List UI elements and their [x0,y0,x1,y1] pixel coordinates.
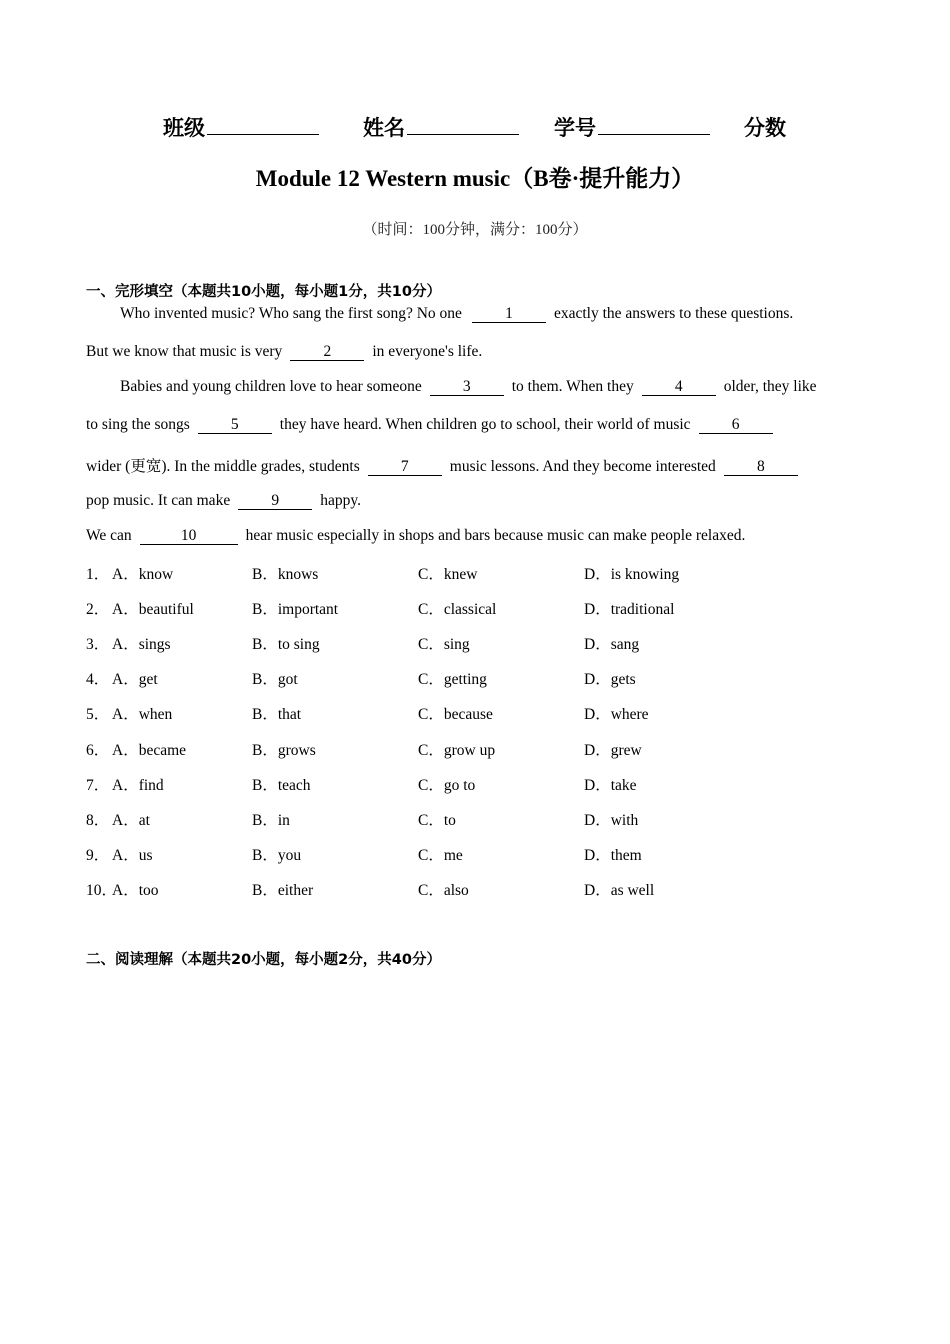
passage-text: pop music. It can make [86,492,231,509]
question-number: 1． [86,566,110,583]
option-d[interactable]: D．with [584,812,639,829]
option-c[interactable]: C．sing [418,636,470,653]
question-number: 9． [86,847,110,864]
blank-5[interactable]: 5 [198,416,272,434]
option-c[interactable]: C．knew [418,566,478,583]
question-option-row [86,597,866,619]
option-b[interactable]: B．that [252,706,302,723]
option-c[interactable]: C．classical [418,601,497,618]
section1-heading [86,280,441,301]
class-field [163,112,319,142]
option-c[interactable]: C．to [418,812,456,829]
blank-7[interactable]: 7 [368,458,442,476]
passage-text: hear music especially in shops and bars because music can make people relaxed. [245,527,746,544]
question-option-row [86,702,866,724]
section2-heading-text: 二、阅读理解（本题共20小题，每小题2分，共40分） [86,952,441,968]
option-d[interactable]: D．them [584,847,642,864]
option-b[interactable]: B．in [252,812,290,829]
option-b[interactable]: B．knows [252,566,319,583]
blank-4[interactable]: 4 [642,378,716,396]
passage-text: Babies and young children love to hear someone [120,378,422,395]
blank-9[interactable]: 9 [238,492,312,510]
passage-text: wider (更宽). In the middle grades, students [86,458,360,475]
question-option-row [86,632,866,654]
option-a[interactable]: A．sings [112,636,171,653]
blank-2[interactable]: 2 [290,343,364,361]
passage-text: We can [86,527,132,544]
passage-line-1 [120,305,793,323]
passage-text: Who invented music? Who sang the first song? No one [120,305,462,322]
option-b[interactable]: B．either [252,882,314,899]
option-d[interactable]: D．is knowing [584,566,680,583]
question-option-row [86,738,866,760]
option-a[interactable]: A．us [112,847,153,864]
blank-3[interactable]: 3 [430,378,504,396]
passage-text: in everyone's life. [372,343,483,360]
passage-line-4 [86,416,781,434]
option-a[interactable]: A．get [112,671,158,688]
option-d[interactable]: D．sang [584,636,640,653]
name-field [363,112,519,142]
question-number: 6． [86,742,110,759]
question-option-row [86,773,866,795]
option-a[interactable]: A．find [112,777,164,794]
option-d[interactable]: D．grew [584,742,642,759]
student-id-field [554,112,710,142]
question-number: 3． [86,636,110,653]
option-c[interactable]: C．grow up [418,742,496,759]
option-a[interactable]: A．became [112,742,187,759]
blank-6[interactable]: 6 [699,416,773,434]
option-c[interactable]: C．me [418,847,463,864]
class-blank[interactable] [207,113,319,135]
passage-line-7 [86,527,745,545]
option-a[interactable]: A．beautiful [112,601,194,618]
option-b[interactable]: B．important [252,601,339,618]
student-id-label: 学号 [554,116,596,140]
option-a[interactable]: A．know [112,566,174,583]
passage-line-6 [86,492,361,510]
option-b[interactable]: B．teach [252,777,311,794]
option-a[interactable]: A．when [112,706,173,723]
passage-text: music lessons. And they become interested [449,458,716,475]
option-d[interactable]: D．as well [584,882,655,899]
option-c[interactable]: C．go to [418,777,476,794]
student-info-row [0,112,950,142]
section1-heading-text: 一、完形填空（本题共10小题，每小题1分，共10分） [86,284,441,300]
name-blank[interactable] [407,113,519,135]
question-number: 7． [86,777,110,794]
page-title: Module 12 Western music（B卷·提升能力） [255,166,695,191]
score-field [744,112,786,142]
score-label: 分数 [744,116,786,140]
option-c[interactable]: C．also [418,882,469,899]
section2-heading [86,948,441,969]
question-option-row [86,562,866,584]
blank-8[interactable]: 8 [724,458,798,476]
question-number: 5． [86,706,110,723]
question-option-row [86,843,866,865]
option-d[interactable]: D．where [584,706,649,723]
option-b[interactable]: B．you [252,847,302,864]
option-d[interactable]: D．gets [584,671,636,688]
option-c[interactable]: C．because [418,706,493,723]
option-d[interactable]: D．traditional [584,601,675,618]
passage-text: they have heard. When children go to school, their world of music [279,416,691,433]
passage-line-3 [120,378,817,396]
passage-text: exactly the answers to these questions. [553,305,794,322]
option-b[interactable]: B．got [252,671,298,688]
student-id-blank[interactable] [598,113,710,135]
blank-10[interactable]: 10 [140,527,238,545]
passage-line-5 [86,454,806,476]
passage-text: to sing the songs [86,416,190,433]
name-label: 姓名 [363,116,405,140]
option-b[interactable]: B．grows [252,742,316,759]
passage-text: But we know that music is very [86,343,283,360]
option-c[interactable]: C．getting [418,671,487,688]
question-option-row [86,808,866,830]
passage-text: to them. When they [511,378,634,395]
passage-text: older, they like [723,378,817,395]
option-a[interactable]: A．at [112,812,150,829]
option-d[interactable]: D．take [584,777,637,794]
question-number: 4． [86,671,110,688]
exam-info: （时间：100分钟，满分：100分） [362,222,588,238]
question-number: 8． [86,812,110,829]
question-number: 10． [86,882,118,899]
blank-1[interactable]: 1 [472,305,546,323]
option-b[interactable]: B．to sing [252,636,320,653]
question-option-row [86,667,866,689]
passage-text: happy. [320,492,361,509]
question-option-row [86,878,866,900]
class-label: 班级 [163,116,205,140]
passage-line-2 [86,343,482,361]
question-number: 2． [86,601,110,618]
option-a[interactable]: A．too [112,882,159,899]
